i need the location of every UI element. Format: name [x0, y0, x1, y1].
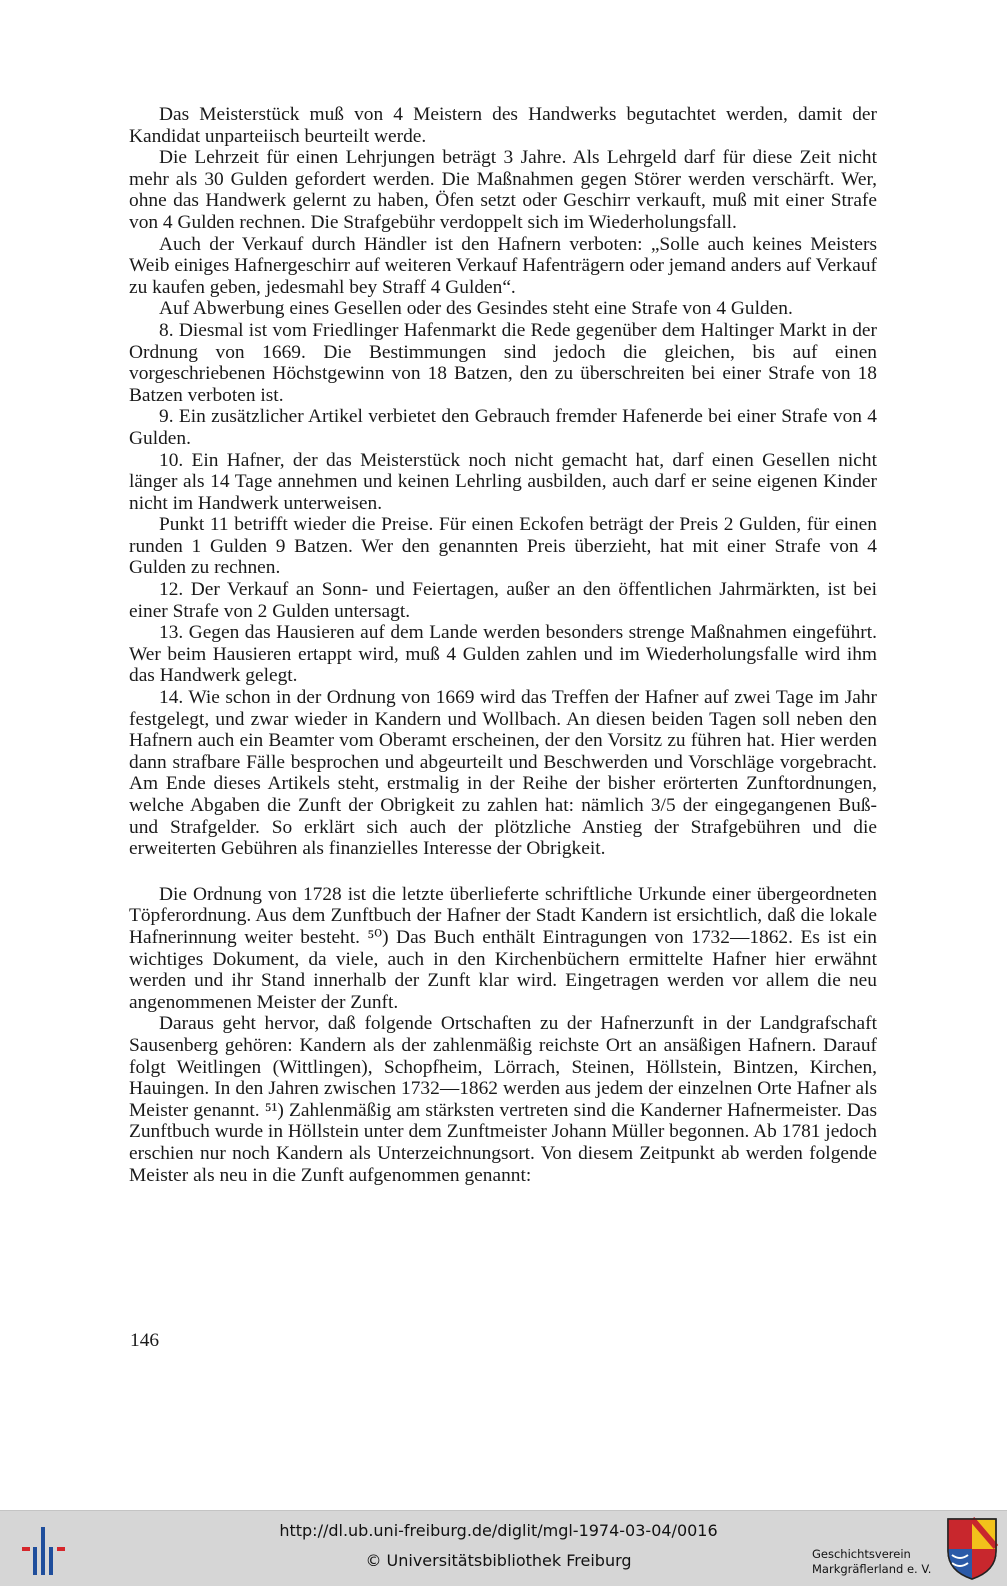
paragraph: Die Ordnung von 1728 ist die letzte überlieferte schriftliche Urkunde einer übergeordneten Töpferordnung. Aus dem Zunftbuch der Hafner der Stadt Kandern ist ersichtlich, daß die lokale Hafnerinnung weiter besteht. ⁵⁰) Das Buch enthält Eintragungen von 1732—1862. Es ist ein wichtiges Dokument, da viele, auch in den Kirchenbüchern ermittelte Hafner hier erwähnt werden und ihr Stand innerhalb der Zunft klar wird. Eingetragen werden vor allem die neu angenommenen Meister der Zunft. — [129, 883, 877, 1013]
copyright-notice: © Universitätsbibliothek Freiburg — [365, 1551, 632, 1570]
paragraph: 14. Wie schon in der Ordnung von 1669 wird das Treffen der Hafner auf zwei Tage im Jahr festgelegt, und zwar wieder in Kandern und Wollbach. An diesen beiden Tagen soll neben den Hafnern auch ein Beamter vom Oberamt erscheinen, der den Vorsitz zu führen hat. Hier werden dann strafbare Fälle besprochen und abgeurteilt und Beschwerden und Vorschläge vorgebracht. Am Ende dieses Artikels steht, erstmalig in der Reihe der bisher erörterten Zunftordnungen, welche Abgaben die Zunft der Obrigkeit zu zahlen hat: nämlich 3/5 der eingegangenen Buß- und Strafgelder. So erklärt sich auch der plötzliche Anstieg der Strafgebühren und die erweiterten Gebühren als finanzielles Interesse der Obrigkeit. — [129, 687, 877, 860]
society-name — [812, 1547, 942, 1577]
paragraph: 10. Ein Hafner, der das Meisterstück noch nicht gemacht hat, darf einen Gesellen nicht länger als 14 Tage annehmen und keinen Lehrling ausbilden, auch darf er seine eigenen Kinder nicht im Handwerk unterweisen. — [129, 449, 877, 514]
paragraph: 9. Ein zusätzlicher Artikel verbietet den Gebrauch fremder Hafenerde bei einer Strafe von 4 Gulden. — [129, 406, 877, 449]
paragraph: Punkt 11 betrifft wieder die Preise. Für einen Eckofen beträgt der Preis 2 Gulden, für einen runden 1 Gulden 9 Batzen. Wer den genannten Preis überzieht, hat mit einer Strafe von 4 Gulden zu rechnen. — [129, 514, 877, 579]
society-name-line: Markgräflerland e. V. — [812, 1562, 932, 1576]
source-url-link[interactable]: http://dl.ub.uni-freiburg.de/diglit/mgl-1974-03-04/0016 — [279, 1521, 718, 1540]
paragraph: Das Meisterstück muß von 4 Meistern des Handwerks begutachtet werden, damit der Kandidat unparteiisch beurteilt werde. — [129, 104, 877, 147]
paragraph: 12. Der Verkauf an Sonn- und Feiertagen, außer an den öffentlichen Jahrmärkten, ist bei einer Strafe von 2 Gulden untersagt. — [129, 579, 877, 622]
society-name-line: Geschichtsverein — [812, 1547, 911, 1561]
body-text — [129, 104, 877, 1186]
paragraph: 8. Diesmal ist vom Friedlinger Hafenmarkt die Rede gegenüber dem Haltinger Markt in der Ordnung von 1669. Die Bestimmungen sind jedoch die gleichen, bis auf einen vorgeschriebenen Höchstgewinn von 18 Batzen, den zu überschreiten bei einer Strafe von 18 Batzen verboten ist. — [129, 319, 877, 406]
paragraph: Auch der Verkauf durch Händler ist den Hafnern verboten: „Solle auch keines Meisters Weib einiges Hafnergeschirr auf weiteren Verkauf Hafenträgern oder jemand anders auf Verkauf zu kaufen geben, jedesmahl bey Straff 4 Gulden“. — [129, 233, 877, 298]
paragraph: Die Lehrzeit für einen Lehrjungen beträgt 3 Jahre. Als Lehrgeld darf für diese Zeit nicht mehr als 30 Gulden gefordert werden. Die Maßnahmen gegen Störer werden verschärft. Wer, ohne das Handwerk gelernt zu haben, Öfen setzt oder Geschirr verkauft, muß mit einer Strafe von 4 Gulden rechnen. Die Strafgebühr verdoppelt sich im Wiederholungsfall. — [129, 147, 877, 233]
paragraph: 13. Gegen das Hausieren auf dem Lande werden besonders strenge Maßnahmen eingeführt. Wer beim Hausieren ertappt wird, muß 4 Gulden zahlen und im Wiederholungsfalle wird ihm das Handwerk gelegt. — [129, 622, 877, 687]
paragraph: Auf Abwerbung eines Gesellen oder des Gesindes steht eine Strafe von 4 Gulden. — [159, 298, 793, 320]
page-number: 146 — [130, 1330, 160, 1351]
footer-bar — [0, 1510, 1007, 1586]
paragraph: Daraus geht hervor, daß folgende Ortschaften zu der Hafnerzunft in der Landgrafschaft Sausenberg gehören: Kandern als der zahlenmäßig reichste Ort an ansäßigen Hafnern. Darauf folgt Weitlingen (Wittlingen), Schopfheim, Lörrach, Steinen, Höllstein, Bintzen, Kirchen, Hauingen. In den Jahren zwischen 1732—1862 werden aus jedem der einzelnen Orte Hafner als Meister genannt. ⁵¹) Zahlenmäßig am stärksten vertreten sind die Kanderner Hafnermeister. Das Zunftbuch wurde in Höllstein unter dem Zunftmeister Johann Müller begonnen. Ab 1781 jedoch erschien nur noch Kandern als Unterzeichnungsort. Von diesem Zeitpunkt ab werden folgende Meister als neu in die Zunft aufgenommen genannt: — [129, 1013, 877, 1186]
society-crest-icon — [946, 1517, 998, 1581]
